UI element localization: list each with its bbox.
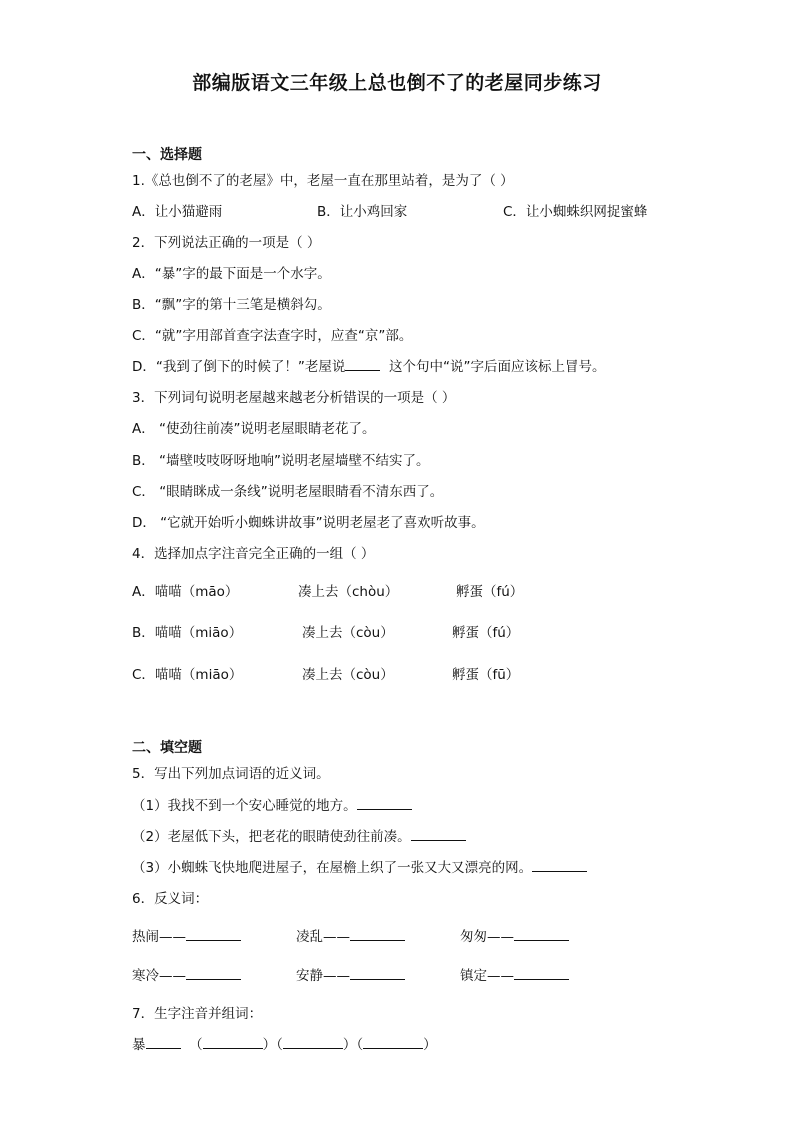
q6-blank-5[interactable] bbox=[350, 967, 405, 980]
q6-item-3: 匆匆—— bbox=[460, 928, 569, 946]
q5-stem: 5．写出下列加点词语的近义词。 bbox=[132, 766, 330, 782]
q6-blank-4[interactable] bbox=[186, 967, 241, 980]
q4-option-a-1: A．喵喵（māo） bbox=[132, 584, 239, 600]
q2-option-d-pre: D．“我到了倒下的时候了！”老屋说 bbox=[132, 359, 346, 375]
q6-item-4: 寒冷—— bbox=[132, 967, 241, 985]
q6-blank-6[interactable] bbox=[514, 967, 569, 980]
q7-word-blank-3[interactable] bbox=[363, 1036, 423, 1049]
q2-option-d-post: 这个句中“说”字后面应该标上冒号。 bbox=[388, 359, 606, 375]
q2-stem-text: 2．下列说法正确的一项是（ ） bbox=[132, 235, 321, 251]
q2-option-c: C．“就”字用部首查字法查字时，应查“京”部。 bbox=[132, 328, 413, 344]
q3-option-a: A． “使劲往前凑”说明老屋眼睛老花了。 bbox=[132, 421, 376, 437]
section-heading-choice: 一、选择题 bbox=[132, 147, 202, 163]
q7-pinyin-blank[interactable] bbox=[146, 1036, 181, 1049]
q6-item-2: 凌乱—— bbox=[296, 928, 405, 946]
q4-option-b-2: 凑上去（còu） bbox=[302, 625, 394, 641]
q6-item-6: 镇定—— bbox=[460, 967, 569, 985]
q1-option-b: B．让小鸡回家 bbox=[317, 204, 408, 220]
q4-stem: 4．选择加点字注音完全正确的一组（ ） bbox=[132, 546, 375, 562]
q2-option-b: B．“飘”字的第十三笔是横斜勾。 bbox=[132, 297, 331, 313]
q5-blank-2[interactable] bbox=[411, 828, 466, 841]
q7-char: 暴 bbox=[132, 1037, 146, 1053]
q7-row: 暴 （ ）（ ）（ ） bbox=[132, 1037, 437, 1053]
q2-option-a: A．“暴”字的最下面是一个水字。 bbox=[132, 266, 331, 282]
q6-item-5: 安静—— bbox=[296, 967, 405, 985]
q3-stem: 3．下列词句说明老屋越来越老分析错误的一项是（ ） bbox=[132, 390, 456, 406]
q5-sentence-2: （2）老屋低下头，把老花的眼睛使劲往前凑。 bbox=[132, 828, 466, 846]
q5-blank-1[interactable] bbox=[357, 797, 412, 810]
q7-stem: 7．生字注音并组词： bbox=[132, 1006, 263, 1022]
q6-blank-1[interactable] bbox=[186, 928, 241, 941]
q4-option-a-2: 凑上去（chòu） bbox=[298, 584, 399, 600]
q6-item-1: 热闹—— bbox=[132, 928, 241, 946]
q4-option-a-3: 孵蛋（fú） bbox=[456, 584, 524, 600]
q5-sentence-1: （1）我找不到一个安心睡觉的地方。 bbox=[132, 797, 412, 815]
q7-word-blank-1[interactable] bbox=[203, 1036, 263, 1049]
q4-option-b-3: 孵蛋（fú） bbox=[452, 625, 520, 641]
q2-blank[interactable] bbox=[345, 358, 380, 371]
q1-option-c: C．让小蜘蛛织网捉蜜蜂 bbox=[503, 204, 648, 220]
q4-option-b-1: B．喵喵（miāo） bbox=[132, 625, 243, 641]
q3-option-b: B． “墙壁吱吱呀呀地响”说明老屋墙壁不结实了。 bbox=[132, 453, 430, 469]
section-heading-fill: 二、填空题 bbox=[132, 740, 202, 756]
q1-stem: 1.《总也倒不了的老屋》中，老屋一直在那里站着，是为了（ ） bbox=[132, 173, 514, 189]
q3-option-c: C． “眼睛眯成一条线”说明老屋眼睛看不清东西了。 bbox=[132, 484, 444, 500]
q4-option-c-3: 孵蛋（fū） bbox=[452, 667, 520, 683]
q6-blank-2[interactable] bbox=[350, 928, 405, 941]
q6-blank-3[interactable] bbox=[514, 928, 569, 941]
q7-word-blank-2[interactable] bbox=[283, 1036, 343, 1049]
q5-blank-3[interactable] bbox=[532, 859, 587, 872]
q2-option-d bbox=[132, 358, 605, 376]
q4-option-c-1: C．喵喵（miāo） bbox=[132, 667, 243, 683]
q5-sentence-3: （3）小蜘蛛飞快地爬进屋子，在屋檐上织了一张又大又漂亮的网。 bbox=[132, 859, 587, 877]
q6-stem: 6．反义词： bbox=[132, 891, 209, 907]
q4-option-c-2: 凑上去（còu） bbox=[302, 667, 394, 683]
q1-option-a: A．让小猫避雨 bbox=[132, 204, 223, 220]
page-title: 部编版语文三年级上总也倒不了的老屋同步练习 bbox=[192, 72, 602, 94]
q3-option-d: D． “它就开始听小蜘蛛讲故事”说明老屋老了喜欢听故事。 bbox=[132, 515, 485, 531]
